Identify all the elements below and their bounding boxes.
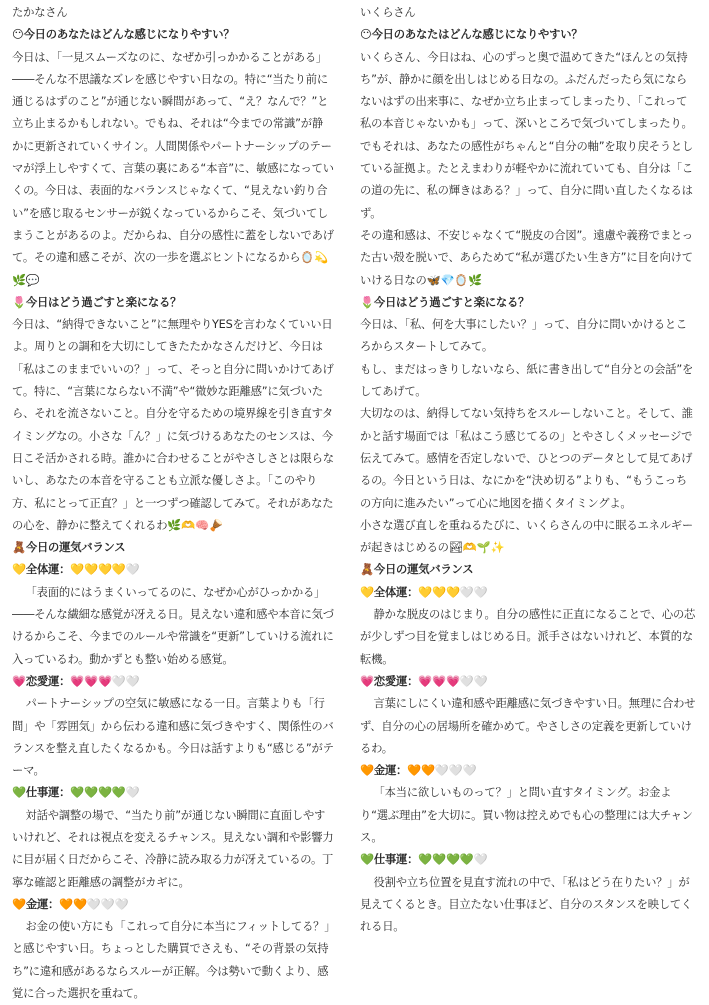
money-fortune-rating: 🧡金運：🧡🧡🤍🤍🤍 [12,897,129,911]
mood-paragraph: 今日は、「一見スムーズなのに、なぜか引っかかることがある」――そんな不思議なズレを感じやすい日なの。特に“当たり前に通じるはずのこと”が通じない瞬間があって、“え？なんで？”と立ち止まるかもしれない。でもね、それは“今までの常識”が静かに更新されていくサイン。人間関係やパートナーシップのテーマが浮上しやすくて、言葉の裏にある“本音”に、敏感になっていくの。今日は、表面的なバランスじゃなくて、“見えない釣り合い”を感じ取るセンサーが鋭くなっているからこそ、気づいてしまうことがあるのよ。だからね、自分の感性に蓋をしないであげて。その違和感こそが、次の一歩を選ぶヒントになるから🪞💫🌿💬 [12,50,334,287]
section-heading-advice: 🌷今日はどう過ごすと楽になる？ [360,295,530,309]
right-column [360,2,698,938]
love-fortune-rating: 💗恋愛運：💗💗💗🤍🤍 [12,674,140,688]
person-name: たかなさん [12,6,68,19]
money-fortune-text: お金の使い方にも「これって自分に本当にフィットしてる？」と感じやすい日。ちょっとした購買でさえも、“その背景の気持ち”に違和感があるならスルーが正解。今は勢いで動くより、感覚に合った選択を重ねて。 [12,920,330,1001]
section-heading-mood: 😶今日のあなたはどんな感じになりやすい？ [360,28,583,42]
overall-fortune-text: 「表面的にはうまくいってるのに、なぜか心がひっかかる」――そんな繊細な感覚が冴える日。見えない違和感や本音に気づけるからこそ、今までのルールや常識を“更新”していける流れに入っているわ。動かずとも整い始める感覚。 [12,585,334,666]
overall-fortune-text: 静かな脱皮のはじまり。自分の感性に正直になることで、心の芯が少しずつ目を覚ましはじめる日。派手さはないけれど、本質的な転機。 [360,608,696,666]
overall-fortune-rating: 💛全体運：💛💛💛💛🤍 [12,563,140,577]
left-column [12,2,334,1005]
advice-paragraph-4: 小さな選び直しを重ねるたびに、いくらさんの中に眠るエネルギーが起きはじめるの🏞🫶🌱✨ [360,518,693,555]
person-name: いくらさん [360,6,416,19]
love-fortune-rating: 💗恋愛運：💗💗💗🤍🤍 [360,674,488,688]
mood-paragraph: いくらさん、今日はね、心のずっと奥で温めてきた“ほんとの気持ち”が、静かに顔を出しはじめる日なの。ふだんだったら気にならないはずの出来事に、なぜか立ち止まってしまったり、「これって私の本音じゃないかも」って、深いところで気づいてしまったり。でもそれは、あなたの感性がちゃんと“自分の軸”を取り戻そうとしている証拠よ。たとえまわりが軽やかに流れていても、自分は「この道の先に、私の輝きはある？」って、自分に問い直したくなるはず。 [360,50,694,220]
advice-paragraph: 今日は、“納得できないこと”に無理やりYESを言わなくていい日よ。周りとの調和を大切にしてきたたかなさんだけど、今日は「私はこのままでいいの？」って、そっと自分に問いかけてあげて。特に、“言葉にならない不満”や“微妙な距離感”に気づいたら、それを流さないこと。自分を守るための境界線を引き直すタイミングなの。小さな「ん？」に気づけるあなたのセンスは、今日こそ活かされる時。誰かに合わせることがやさしさとは限らないし、あなたの本音を守ることも立派な優しさよ。「このやり方、私にとって正直？」と一つずつ確認してみて。それがあなたの心を、静かに整えてくれるわ🌿🫶🧠🪘 [12,318,334,532]
money-fortune-text: 「本当に欲しいものって？」と問い直すタイミング。お金より“選ぶ理由”を大切に。買い物は控えめでも心の整理には大チャンス。 [360,786,693,844]
section-heading-fortune: 🧸今日の運気バランス [360,563,474,577]
work-fortune-text: 役割や立ち位置を見直す流れの中で、「私はどう在りたい？」が見えてくるとき。目立たない仕事ほど、自分のスタンスを映してくれる日。 [360,875,693,934]
section-heading-advice: 🌷今日はどう過ごすと楽になる？ [12,295,182,309]
mood-paragraph-2: その違和感は、不安じゃなくて“脱皮の合図”。遠慮や義務でまとった古い殻を脱いで、あらためて“私が選びたい生き方”に目を向けていける日なの🦋💎🪞🌿 [360,228,693,287]
work-fortune-rating: 💚仕事運：💚💚💚💚🤍 [12,786,140,800]
advice-paragraph-2: もし、まだはっきりしないなら、紙に書き出して“自分との会話”をしてあげて。 [360,362,694,399]
section-heading-fortune: 🧸今日の運気バランス [12,541,126,555]
advice-paragraph: 今日は、「私、何を大事にしたい？」って、自分に問いかけるところからスタートしてみて。 [360,318,688,354]
love-fortune-text: 言葉にしにくい違和感や距離感に気づきやすい日。無理に合わせず、自分の心の居場所を確かめて。やさしさの定義を更新していけるわ。 [360,697,696,755]
love-fortune-text: パートナーシップの空気に敏感になる一日。言葉よりも「行間」や「雰囲気」から伝わる違和感に気づきやすく、関係性のバランスを整え直したくなるかも。今日は話すよりも“感じる”がテーマ。 [12,697,334,778]
advice-paragraph-3: 大切なのは、納得してない気持ちをスルーしないこと。そして、誰かと話す場面では「私はこう感じてるの」とやさしくメッセージで伝えてみて。感情を否定しないで、ひとつのデータとして見てあげるの。今日という日は、なにかを“決め切る”よりも、“もうこっちの方向に進みたい”って心に地図を描くタイミングよ。 [360,407,693,510]
section-heading-mood: 😶今日のあなたはどんな感じになりやすい？ [12,28,235,42]
overall-fortune-rating: 💛全体運：💛💛💛🤍🤍 [360,585,488,599]
money-fortune-rating: 🧡金運：🧡🧡🤍🤍🤍 [360,764,477,778]
work-fortune-text: 対話や調整の場で、“当たり前”が通じない瞬間に直面しやすいけれど、それは視点を変えるチャンス。見えない調和や影響力に目が届く日だからこそ、冷静に読み取る力が冴えているの。丁寧な確認と距離感の調整がカギに。 [12,808,334,889]
work-fortune-rating: 💚仕事運：💚💚💚💚🤍 [360,853,488,867]
